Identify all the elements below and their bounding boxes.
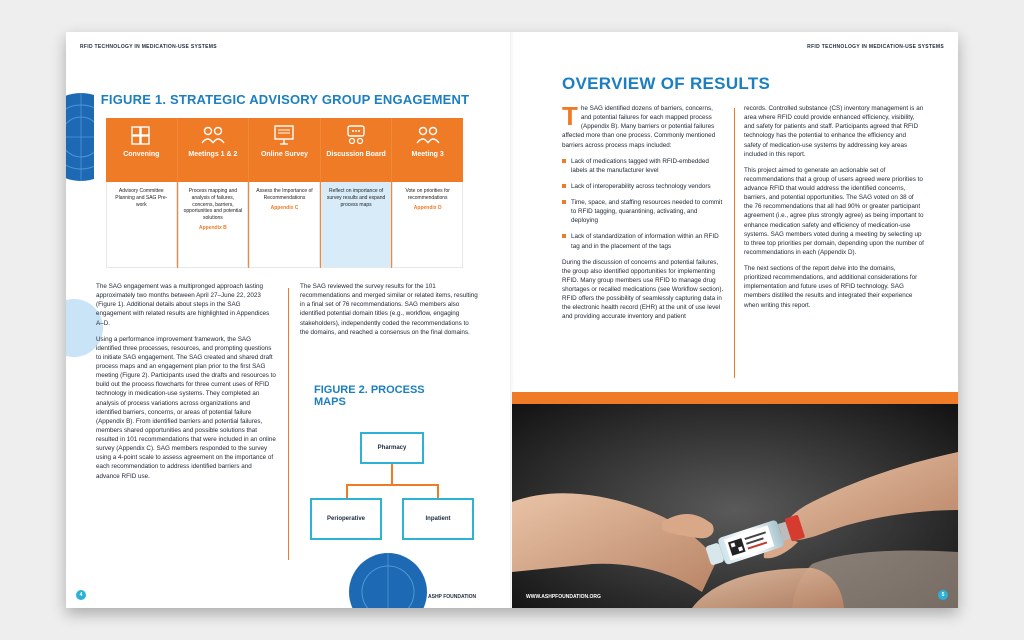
- connector-line: [437, 484, 439, 498]
- column-rule: [288, 288, 289, 560]
- stage-appendix: Appendix D: [413, 204, 442, 211]
- stage-description: Reflect on importance of survey results and expand process maps: [326, 188, 386, 208]
- right-column-1: [562, 101, 724, 329]
- left-column-2: [300, 282, 478, 344]
- connector-line: [346, 484, 348, 498]
- hands-vial-photo-icon: [512, 392, 958, 608]
- running-header-right: RFID TECHNOLOGY IN MEDICATION-USE SYSTEMS: [807, 44, 944, 50]
- stage-meetings-1-2: [178, 118, 250, 268]
- body-paragraph: he SAG identified dozens of barriers, concerns, and potential failures for each mapped process (Appendix B). Many barriers or potential failures affected more than one process. Commonly mentioned barriers across process maps included:: [562, 105, 716, 149]
- section-title: OVERVIEW OF RESULTS: [562, 74, 771, 93]
- process-box-perioperative: Perioperative: [310, 498, 382, 540]
- page-number-right: 5: [938, 590, 948, 600]
- body-paragraph: Using a performance improvement framework, the SAG identified three processes, resources, and prompting questions to initiate SAG engagement. The SAG created and shared draft process maps and an engagement plan prior to the first SAG meeting (Figure 2). Participants used the drafts and resources to build out the process flowcharts for three current uses of RFID technology in medication-use systems. They completed an analysis of process variations across organizations and identified barriers, concerns, or areas of potential failure (Appendix B). From identified barriers and potential failures, members shared opportunities and possible solutions that resulted in 101 recommendations that were included in an online survey (Appendix C). SAG members responded to the survey using a 4-point scale to assess agreement on the importance of each recommendation to address identified barriers and advance RFID use.: [96, 335, 276, 480]
- barrier-list: [562, 157, 724, 251]
- body-paragraph: The next sections of the report delve into the domains, prioritized recommendations, and additional considerations for implementation and future uses of RFID technology. SAG members distilled the results and integrated their experience when writing this report.: [744, 265, 918, 309]
- body-paragraph: This project aimed to generate an actionable set of recommendations that a group of users agreed were priorities to advance RFID that would address the identified concerns, barriers, and potential opportunities. The SAG voted on 38 of the 76 recommendations that all had 90% or greater participant agreement (i.e., agree plus strongly agree) as being important to enhance medication safety and efficiency of medication-use systems. SAG members voted during a meeting by selecting up to three top priorities per domain, depending upon the number of recommendations in each (Appendix D).: [744, 166, 924, 256]
- stage-name: Meeting 3: [411, 151, 444, 158]
- body-paragraph: The SAG reviewed the survey results for the 101 recommendations and merged similar or related items, resulting in a final set of 76 recommendations. SAG members also identified potential domain titles (e.g., workflow, engaging stakeholders), independently coded the recommendations to the domains, and reached a consensus on the final domains.: [300, 283, 478, 336]
- stage-appendix: Appendix B: [199, 224, 227, 231]
- column-rule: [734, 108, 735, 378]
- photo-rfid-vial: [512, 392, 958, 608]
- puzzle-icon: [128, 123, 154, 147]
- stage-online-survey: [249, 118, 321, 268]
- report-spread: [66, 32, 958, 608]
- body-paragraph: The SAG engagement was a multipronged approach lasting approximately two months between April 27–June 22, 2023 (Figure 1). Additional details about steps in the SAG engagement with related results are highlighted in Appendices A–D.: [96, 283, 270, 327]
- figure-1: [94, 92, 476, 276]
- left-column-1: [96, 282, 276, 488]
- circuit-decoration-icon: [348, 552, 428, 608]
- stage-convening: [106, 118, 178, 268]
- drop-cap: T: [562, 101, 578, 131]
- monitor-icon: [271, 123, 297, 147]
- photo-accent-bar: [512, 392, 958, 404]
- process-box-pharmacy: Pharmacy: [360, 432, 424, 464]
- stage-name: Online Survey: [260, 151, 309, 158]
- stage-name: Discussion Board: [326, 151, 386, 158]
- right-page: [512, 32, 958, 608]
- page-number-left: 4: [76, 590, 86, 600]
- stage-description: Vote on priorities for recommendations: [405, 188, 450, 201]
- stage-appendix: Appendix C: [270, 204, 299, 211]
- list-item: Lack of interoperability across technology vendors: [562, 182, 724, 191]
- connector-line: [391, 464, 393, 484]
- footer-label-left: ASHP FOUNDATION: [428, 594, 477, 600]
- list-item: Lack of standardization of information within an RFID tag and in the placement of the tags: [562, 232, 724, 250]
- figure-2-title: FIGURE 2. PROCESS MAPS: [314, 384, 425, 409]
- stage-description: Process mapping and analysis of failures, concerns, barriers, opportunities and potential solutions: [183, 188, 243, 221]
- body-paragraph: records. Controlled substance (CS) inventory management is an area where RFID could provide enhanced efficiency, visibility, and safety for patients and staff. Participants agreed that RFID technology has the potential to enhance the efficiency and safety of medication-use systems by addressing key areas included in this report.: [744, 105, 924, 158]
- stage-description: Assess the Importance of Recommendations: [256, 188, 313, 201]
- right-column-2: [744, 104, 924, 317]
- footer-url: WWW.ASHPFOUNDATION.ORG: [526, 594, 601, 600]
- process-box-inpatient: Inpatient: [402, 498, 474, 540]
- figure-2: [302, 372, 482, 562]
- list-item: Lack of medications tagged with RFID-embedded labels at the manufacturer level: [562, 157, 724, 175]
- left-page: [66, 32, 512, 608]
- connector-line: [346, 484, 438, 486]
- running-header-left: RFID TECHNOLOGY IN MEDICATION-USE SYSTEMS: [80, 44, 217, 50]
- stage-meeting-3: [392, 118, 463, 268]
- group-icon: [415, 123, 441, 147]
- body-paragraph: During the discussion of concerns and potential failures, the group also identified opportunities for implementing RFID. Many group members use RFID to manage drug shortages or recalled medications (see Workflow section). RFID offers the possibility of seamlessly capturing data in the electronic health record (EHR) at the unit of use level and providing accurate inventory and patient: [562, 258, 724, 321]
- stage-name: Convening: [123, 151, 160, 158]
- engagement-stages: [106, 118, 463, 268]
- stage-name: Meetings 1 & 2: [188, 151, 238, 158]
- stage-description: Advisory Committee Planning and SAG Pre-work: [115, 188, 168, 208]
- figure-1-title: FIGURE 1. STRATEGIC ADVISORY GROUP ENGAGEMENT: [100, 92, 470, 107]
- chat-icon: [343, 123, 369, 147]
- stage-discussion-board: [321, 118, 393, 268]
- group-icon: [200, 123, 226, 147]
- list-item: Time, space, and staffing resources needed to commit to RFID tagging, quarantining, activating, and deploying: [562, 198, 724, 225]
